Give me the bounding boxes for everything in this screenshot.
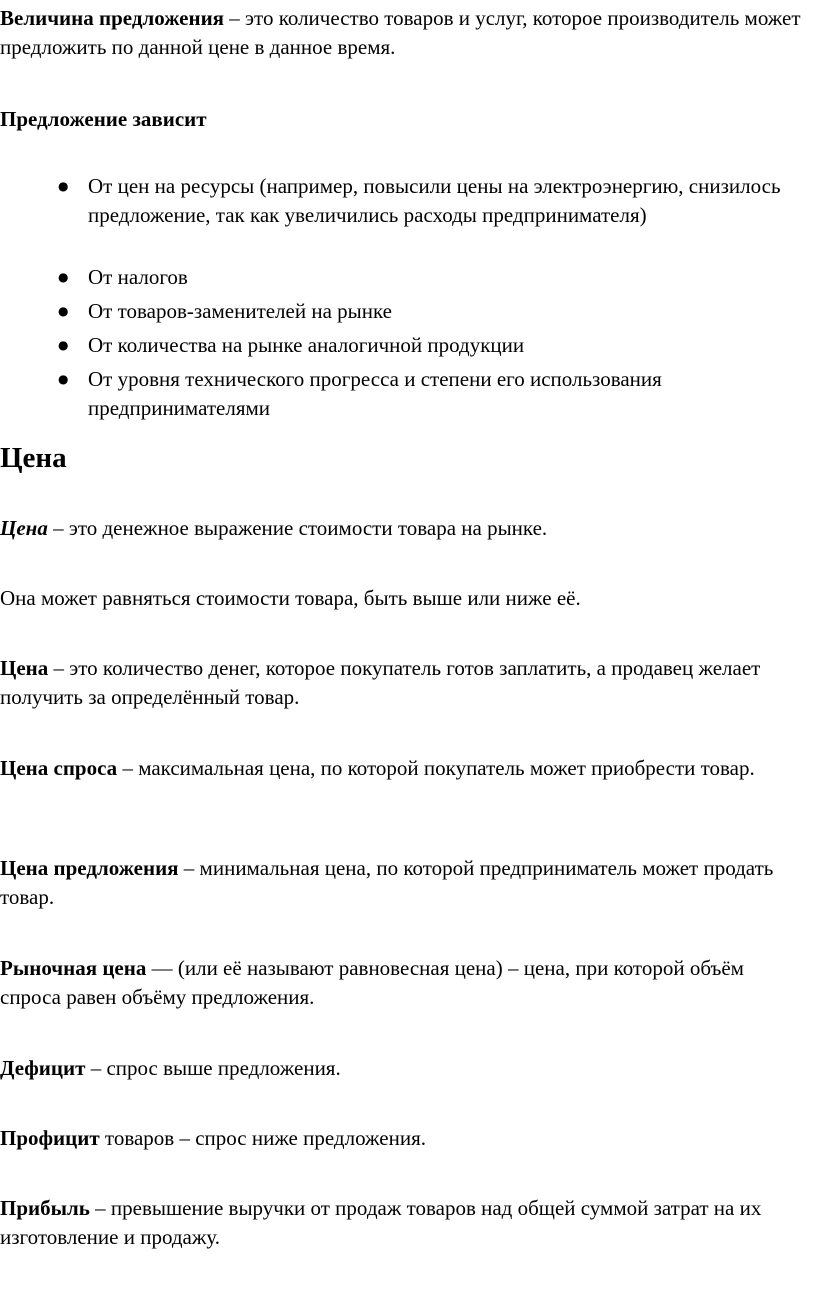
bullet-icon: ●	[58, 270, 69, 284]
list-item	[0, 297, 800, 326]
supply-price-definition	[0, 854, 806, 912]
bullet-icon: ●	[58, 304, 69, 318]
supply-definition	[0, 4, 806, 62]
surplus-text: товаров – спрос ниже предложения.	[99, 1126, 426, 1150]
list-item-text: От цен на ресурсы (например, повысили цены на электроэнергию, снизилось предложение, так как увеличились расходы предпринимателя)	[88, 174, 781, 227]
price-term: Цена	[0, 516, 48, 540]
bullet-icon: ●	[58, 179, 69, 193]
price-definition-1	[0, 514, 806, 543]
supply-price-term: Цена предложения	[0, 856, 179, 880]
deficit-definition	[0, 1054, 806, 1083]
profit-definition	[0, 1194, 806, 1252]
profit-text: – превышение выручки от продаж товаров над общей суммой затрат на их изготовление и продажу.	[0, 1196, 762, 1249]
list-item	[0, 331, 800, 360]
list-item-text: От товаров-заменителей на рынке	[88, 299, 393, 323]
factors-list	[0, 172, 800, 423]
bullet-icon: ●	[58, 372, 69, 386]
section-title: Цена	[0, 442, 67, 474]
list-item	[0, 172, 800, 259]
price-text: – это количество денег, которое покупатель готов заплатить, а продавец желает получить за определённый товар.	[0, 656, 761, 709]
supply-term: Величина предложения	[0, 6, 225, 30]
profit-term: Прибыль	[0, 1196, 90, 1220]
market-price-text: — (или её называют равновесная цена) – цена, при которой объём спроса равен объёму предложения.	[0, 956, 744, 1009]
list-item-text: От количества на рынке аналогичной продукции	[88, 333, 525, 357]
surplus-term: Профицит	[0, 1126, 100, 1150]
list-item-text: От уровня технического прогресса и степени его использования предпринимателями	[88, 367, 662, 420]
list-item	[0, 365, 800, 423]
price-term: Цена	[0, 656, 49, 680]
price-definition-2	[0, 654, 806, 712]
market-price-term: Рыночная цена	[0, 956, 147, 980]
depends-title: Предложение зависит	[0, 107, 207, 131]
list-item	[0, 263, 800, 292]
market-price-definition	[0, 954, 806, 1012]
demand-price-term: Цена спроса	[0, 756, 118, 780]
bullet-icon: ●	[58, 338, 69, 352]
supply-text: – это количество товаров и услуг, которое производитель может предложить по данной цене в данное время.	[0, 6, 801, 59]
supply-price-text: – минимальная цена, по которой предприниматель может продать товар.	[0, 856, 774, 909]
demand-price-definition	[0, 754, 806, 783]
surplus-definition	[0, 1124, 806, 1153]
price-note: Она может равняться стоимости товара, быть выше или ниже её.	[0, 586, 581, 610]
list-item-text: От налогов	[88, 265, 188, 289]
deficit-text: – спрос выше предложения.	[85, 1056, 341, 1080]
price-text: – это денежное выражение стоимости товара на рынке.	[47, 516, 548, 540]
deficit-term: Дефицит	[0, 1056, 86, 1080]
demand-price-text: – максимальная цена, по которой покупатель может приобрести товар.	[117, 756, 755, 780]
